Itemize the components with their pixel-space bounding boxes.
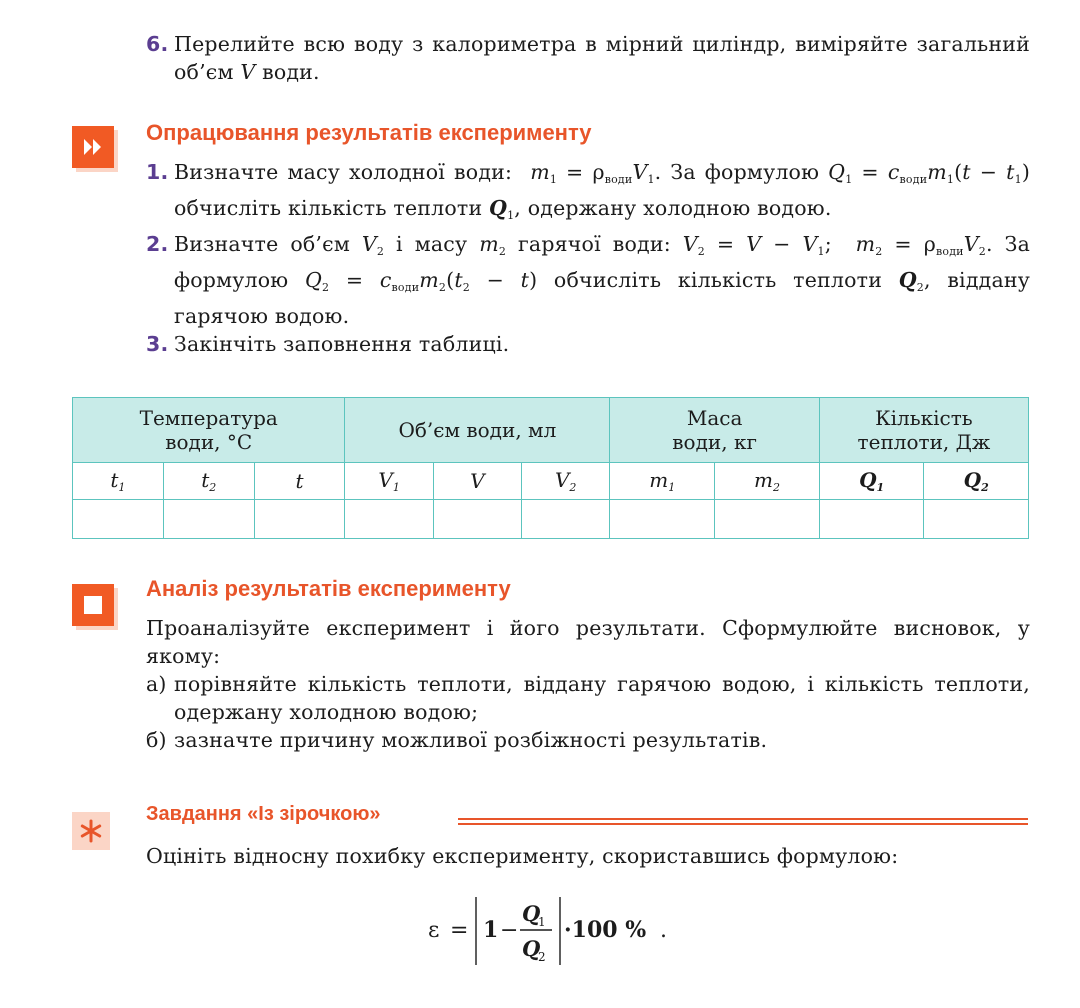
svg-text:−: −	[500, 918, 519, 943]
item-text: Визначте об’єм	[174, 232, 362, 256]
period: .	[660, 918, 667, 943]
results-table	[72, 397, 1029, 539]
star-task-text: Оцініть відносну похибку експерименту, скориставшись формулою:	[146, 844, 899, 868]
item-text: . За формулою	[654, 160, 829, 184]
list-item	[146, 670, 1030, 726]
step-text-b: води.	[255, 60, 320, 84]
header-temperature: Температура води, °С	[73, 398, 345, 463]
analysis-intro: Проаналізуйте експеримент і його результати. Сформулюйте висновок, у якому:	[146, 616, 1030, 668]
epsilon: ε	[428, 918, 440, 943]
item-label: а)	[146, 672, 167, 696]
item-text: Закінчіть заповнення таблиці.	[174, 332, 510, 356]
step-6	[146, 30, 1030, 86]
multiplier: ·100 %	[564, 917, 647, 943]
star-task-title: Завдання «Із зірочкою»	[146, 803, 381, 825]
col-t: t	[254, 463, 345, 500]
item-number: 1.	[146, 160, 169, 184]
col-V2: $V_2$	[522, 463, 610, 500]
col-V: V	[433, 463, 521, 500]
item-text: зазначте причину можливої розбіжності результатів.	[174, 728, 768, 752]
col-V1: $V_1$	[345, 463, 433, 500]
item-text: гарячої води:	[506, 232, 683, 256]
col-m2: $m_2$	[715, 463, 820, 500]
list-item	[146, 330, 1030, 358]
item-text: , одержану холодною водою.	[514, 196, 832, 220]
item-text: , віддану гарячою водою.	[174, 268, 1031, 328]
fast-forward-icon	[72, 126, 114, 168]
col-t1: $t_1$	[73, 463, 164, 500]
analysis-body	[146, 614, 1030, 754]
square-icon	[72, 584, 114, 626]
one: 1	[483, 917, 499, 943]
col-Q1: $Q_1$	[819, 463, 924, 500]
list-item: 1. Визначте масу холодної води: $m_1 = \rho_{води}V_1$. За формулою $Q_1 = c_{води}m_1(t - t_1)$ обчисліть кількість теплоти $Q_1$, одержану холодною водою.	[146, 160, 1031, 222]
item-text: Визначте масу холодної води:	[174, 160, 522, 184]
subscript: води	[899, 173, 928, 186]
header-heat: Кількість теплоти, Дж	[819, 398, 1028, 463]
subscript: води	[935, 245, 964, 258]
var-V: V	[240, 60, 256, 84]
svg-text:=: =	[450, 918, 469, 943]
item-text: і масу	[384, 232, 480, 256]
item-text: обчисліть кількість теплоти	[537, 268, 899, 292]
table-row-empty	[73, 500, 1029, 539]
subscript: води	[604, 173, 633, 186]
asterisk-icon	[72, 812, 110, 850]
processing-list	[146, 158, 1030, 358]
divider	[458, 818, 1028, 825]
list-item	[146, 726, 1030, 754]
denominator: Q	[522, 936, 541, 961]
header-mass: Маса води, кг	[610, 398, 819, 463]
list-item: 2. Визначте об’єм $V_2$ і масу $m_2$ гарячої води: $V_2 = V - V_1$; $m_2 = \rho_{води}V_2$. За формулою $Q_2 = c_{води}m_2(t_2 - t)$ обчисліть кількість теплоти $Q_2$, віддану гарячою водою.	[146, 232, 1031, 328]
col-Q2: $Q_2$	[924, 463, 1029, 500]
header-volume: Об’єм води, мл	[345, 398, 610, 463]
numerator-sub: 1	[538, 915, 546, 929]
item-text: За формулою	[174, 232, 1030, 292]
item-label: б)	[146, 728, 167, 752]
analysis-title: Аналіз результатів експерименту	[146, 576, 511, 601]
denominator-sub: 2	[538, 950, 546, 964]
item-number: 2.	[146, 232, 169, 256]
col-m1: $m_1$	[610, 463, 715, 500]
error-formula	[410, 885, 690, 965]
step-text-a: Перелийте всю воду з калориметра в мірний циліндр, виміряйте загальний об’єм	[174, 32, 1030, 84]
numerator: Q	[522, 901, 541, 926]
processing-title: Опрацювання результатів експерименту	[146, 120, 592, 145]
item-number: 3.	[146, 332, 169, 356]
col-t2: $t_2$	[163, 463, 254, 500]
step-number: 6.	[146, 32, 169, 56]
item-text: обчисліть кількість теплоти	[174, 196, 490, 220]
item-text: порівняйте кількість теплоти, віддану гарячою водою, і кількість теплоти, одержану холодною водою;	[174, 672, 1030, 724]
subscript: води	[391, 281, 420, 294]
